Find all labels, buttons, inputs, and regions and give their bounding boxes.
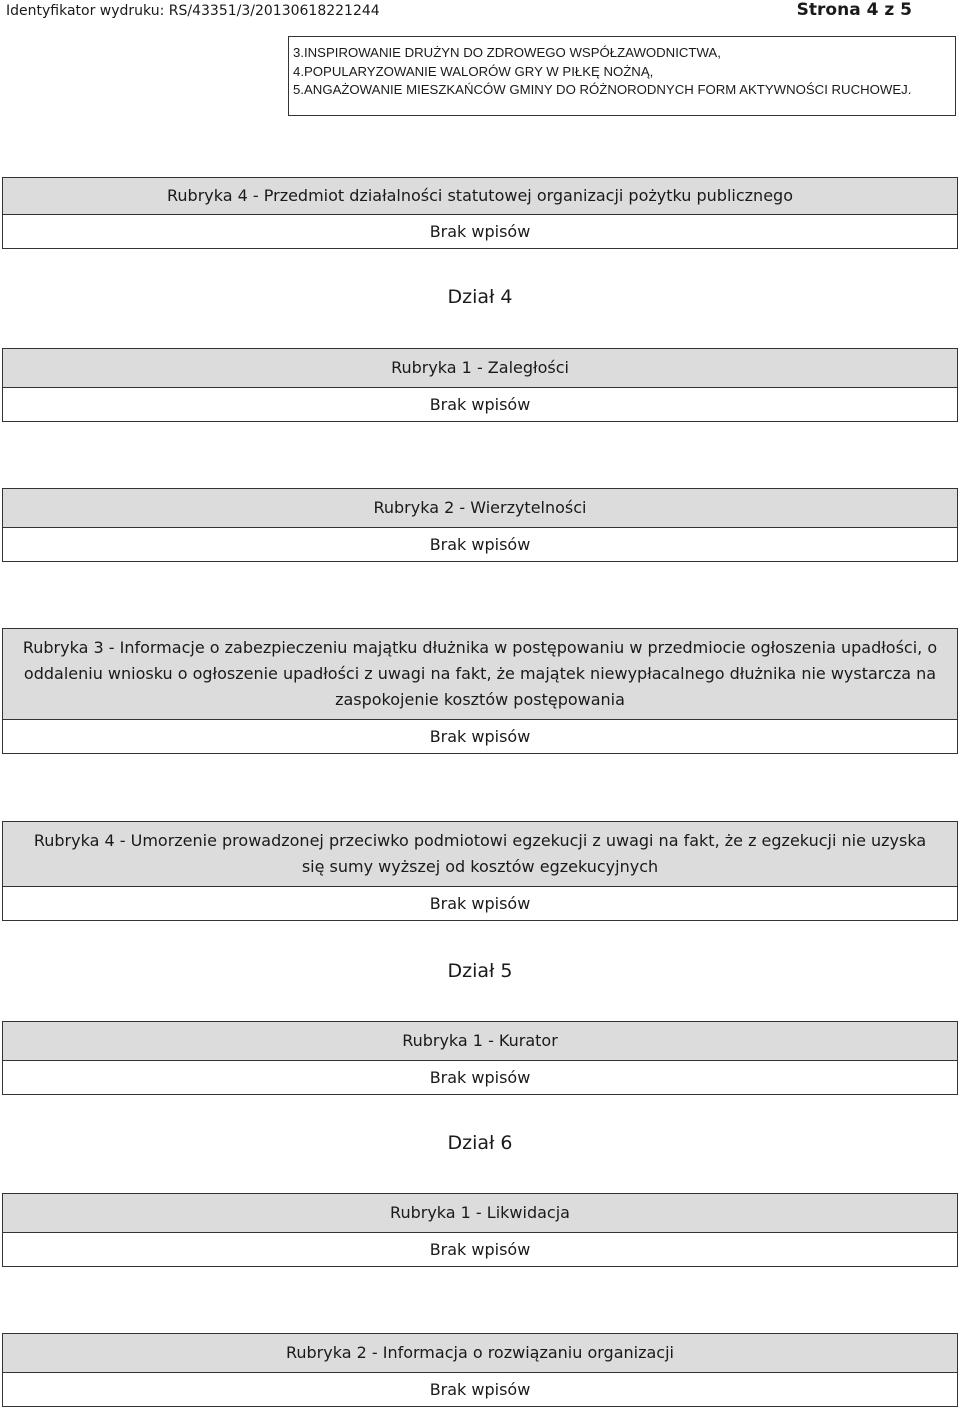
rubric-value: Brak wpisów bbox=[429, 395, 531, 414]
rubric-header-d4-r4 bbox=[2, 821, 958, 887]
rubric-value: Brak wpisów bbox=[429, 1068, 531, 1087]
list-item: 3.INSPIROWANIE DRUŻYN DO ZDROWEGO WSPÓŁZAWODNICTWA, bbox=[293, 45, 721, 60]
rubric-header-d5-r1 bbox=[2, 1021, 958, 1061]
rubric-value: Brak wpisów bbox=[429, 1240, 531, 1259]
rubric-header-d6-r2 bbox=[2, 1333, 958, 1373]
section-heading-dzial-6: Dział 6 bbox=[447, 1132, 513, 1154]
rubric-header-d3-r4 bbox=[2, 177, 958, 215]
rubric-header-d6-r1 bbox=[2, 1193, 958, 1233]
rubric-value-d6-r1 bbox=[2, 1232, 958, 1267]
rubric-value-d4-r4 bbox=[2, 886, 958, 921]
rubric-title: Rubryka 3 - Informacje o zabezpieczeniu majątku dłużnika w postępowaniu w przedmiocie ogłoszenia upadłości, o oddaleniu wniosku o ogłoszenie upadłości z uwagi na fakt, że majątek niewypłacalnego dłużnika nie wystarcza na zaspokojenie kosztów postępowania bbox=[22, 638, 938, 709]
rubric-title: Rubryka 4 - Przedmiot działalności statutowej organizacji pożytku publicznego bbox=[167, 186, 793, 205]
section-heading-dzial-5: Dział 5 bbox=[447, 960, 513, 982]
rubric-header-d4-r2 bbox=[2, 488, 958, 528]
rubric-title: Rubryka 1 - Kurator bbox=[402, 1031, 558, 1050]
rubric-title: Rubryka 4 - Umorzenie prowadzonej przeciwko podmiotowi egzekucji z uwagi na fakt, że z egzekucji nie uzyska się sumy wyższej od kosztów egzekucyjnych bbox=[33, 831, 927, 876]
rubric-header-d4-r3 bbox=[2, 628, 958, 720]
rubric-value: Brak wpisów bbox=[429, 222, 531, 241]
rubric-value: Brak wpisów bbox=[429, 535, 531, 554]
rubric-value: Brak wpisów bbox=[429, 894, 531, 913]
print-identifier: Identyfikator wydruku: RS/43351/3/20130618221244 bbox=[6, 3, 380, 19]
continued-list-box bbox=[288, 36, 956, 116]
list-item: 5.ANGAŻOWANIE MIESZKAŃCÓW GMINY DO RÓŻNORODNYCH FORM AKTYWNOŚCI RUCHOWEJ. bbox=[293, 82, 912, 98]
rubric-title: Rubryka 1 - Likwidacja bbox=[390, 1203, 570, 1222]
rubric-value-d4-r1 bbox=[2, 387, 958, 422]
list-item: 4.POPULARYZOWANIE WALORÓW GRY W PIŁKĘ NOŻNĄ, bbox=[293, 63, 654, 79]
section-heading-dzial-4: Dział 4 bbox=[447, 286, 513, 308]
rubric-header-d4-r1 bbox=[2, 348, 958, 388]
rubric-value-d5-r1 bbox=[2, 1060, 958, 1095]
rubric-title: Rubryka 2 - Informacja o rozwiązaniu organizacji bbox=[285, 1343, 674, 1362]
rubric-value-d3-r4 bbox=[2, 214, 958, 249]
rubric-value: Brak wpisów bbox=[429, 727, 531, 746]
rubric-value-d4-r3 bbox=[2, 719, 958, 754]
rubric-value-d6-r2 bbox=[2, 1372, 958, 1407]
rubric-title: Rubryka 2 - Wierzytelności bbox=[373, 498, 587, 517]
rubric-value-d4-r2 bbox=[2, 527, 958, 562]
page-number: Strona 4 z 5 bbox=[796, 0, 912, 20]
rubric-value: Brak wpisów bbox=[429, 1380, 531, 1399]
rubric-title: Rubryka 1 - Zaległości bbox=[391, 358, 569, 377]
